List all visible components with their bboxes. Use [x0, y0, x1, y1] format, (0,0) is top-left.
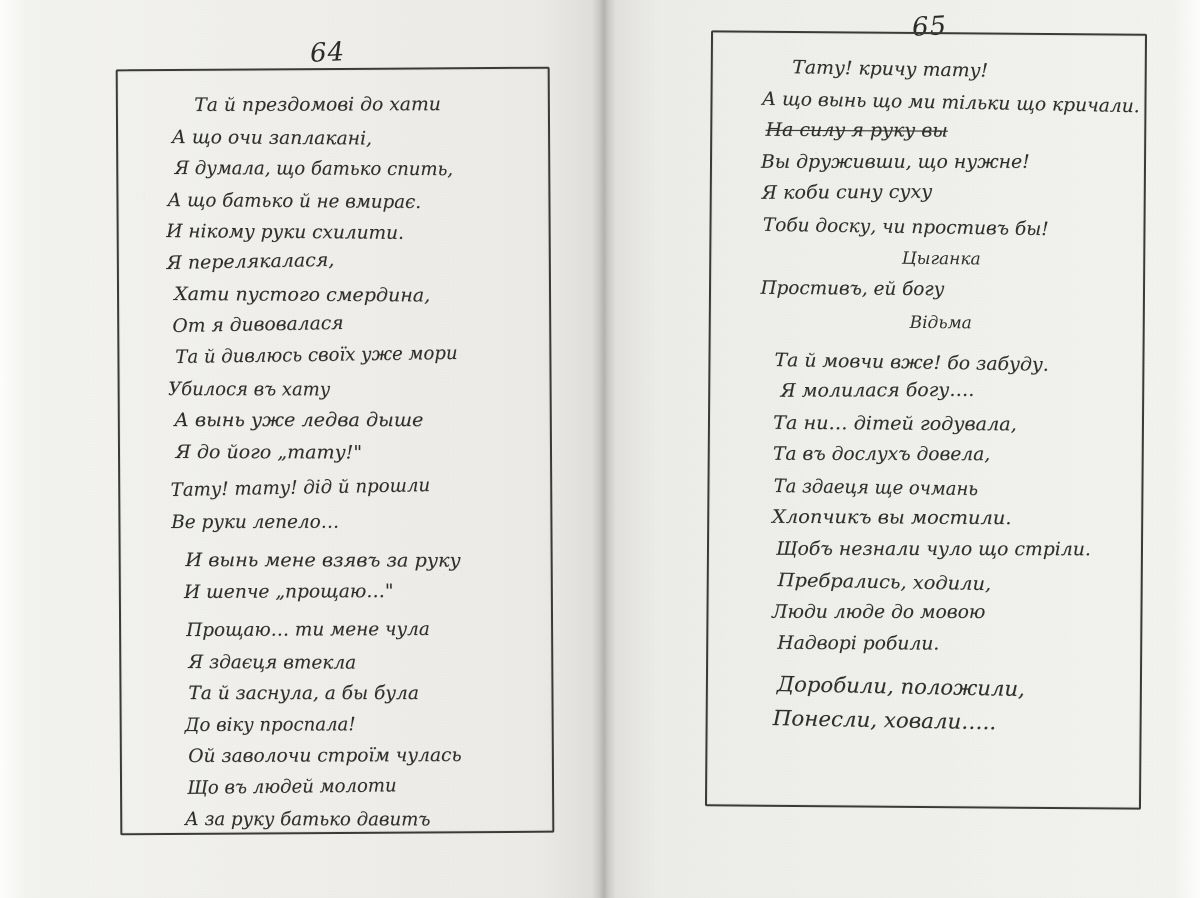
- text-frame-right: [705, 30, 1147, 809]
- manuscript-line: Люди люде до мовою: [771, 601, 986, 623]
- manuscript-line: И шепче „прощаю…": [183, 580, 394, 603]
- manuscript-line: Та здаеця ще очмань: [773, 475, 979, 500]
- manuscript-line: Надворі робили.: [777, 632, 940, 655]
- manuscript-line: Ве руки лепело…: [171, 511, 340, 533]
- manuscript-line: Понесли, ховали…..: [772, 705, 997, 734]
- manuscript-line: Та й дивлюсь своїх уже мори: [175, 342, 458, 368]
- manuscript-line: На силу я руку вы: [765, 119, 948, 142]
- folio-number-left: 64: [309, 37, 346, 69]
- page-edge-shadow-left: [0, 0, 26, 898]
- handwritten-text-block-left: [118, 69, 553, 834]
- manuscript-line: Прощаю… ти мене чула: [186, 618, 430, 641]
- manuscript-line: Я до його „тату!": [175, 441, 363, 463]
- manuscript-line: Та й заснула, а бы була: [188, 682, 419, 704]
- page-edge-shadow-right: [1174, 0, 1200, 898]
- manuscript-line: Та въ дослухъ довела,: [772, 443, 991, 466]
- manuscript-line: Я перелякалася,: [166, 249, 335, 274]
- manuscript-line: Я коби сину суху: [761, 181, 933, 204]
- manuscript-line: А вынь уже ледва дыше: [174, 409, 424, 431]
- manuscript-line: Я молилася богу….: [780, 379, 975, 402]
- manuscript-line: Я думала, що батько спить,: [174, 157, 454, 181]
- handwritten-text-block-right: [707, 32, 1145, 807]
- manuscript-line: А що батько й не вмирає.: [167, 189, 422, 213]
- manuscript-line: Я здаєця втекла: [188, 651, 357, 674]
- speaker-heading-vidma: Відьма: [909, 312, 972, 333]
- manuscript-line: Пребрались, ходили,: [777, 570, 992, 596]
- manuscript-line: От я дивовалася: [172, 312, 344, 337]
- manuscript-line: До віку проспала!: [184, 713, 356, 736]
- manuscript-line: А що вынь що ми тільки що кричали.: [761, 88, 1140, 117]
- manuscript-line: Та й прездомові до хати: [194, 94, 441, 116]
- folio-number-right: 65: [911, 11, 948, 43]
- manuscript-line: Що въ людей молоти: [187, 774, 397, 799]
- manuscript-line: И вынь мене взявъ за руку: [185, 550, 461, 572]
- manuscript-line: Хати пустого смердина,: [174, 283, 431, 307]
- manuscript-line: Та й мовчи вже! бо забуду.: [774, 349, 1049, 376]
- manuscript-line: А за руку батько давитъ: [184, 809, 431, 831]
- text-frame-left: [116, 67, 555, 836]
- manuscript-line: Вы друживши, що нужне!: [760, 151, 1030, 173]
- manuscript-line: Тоби доску, чи простивъ бы!: [762, 214, 1049, 240]
- manuscript-line: Доробили, положили,: [776, 671, 1026, 701]
- manuscript-line: Тату! кричу тату!: [792, 57, 989, 82]
- manuscript-line: И нікому руки схилити.: [166, 221, 404, 244]
- right-page: [600, 0, 1200, 898]
- manuscript-line: Щобъ незнали чуло що стріли.: [776, 538, 1091, 560]
- manuscript-line: Хлопчикъ вы мостили.: [771, 506, 1012, 530]
- manuscript-line: Ой заволочи строїм чулась: [188, 744, 462, 767]
- manuscript-line: Простивъ, ей богу: [760, 277, 945, 301]
- speaker-heading-cyganka: Цыганка: [901, 248, 981, 270]
- manuscript-line: Тату! тату! дід й прошли: [170, 475, 431, 502]
- manuscript-line: Убилося въ хату: [168, 378, 331, 400]
- manuscript-line: Та ни… дітей годувала,: [773, 412, 1017, 435]
- manuscript-line: А що очи заплакані,: [171, 126, 373, 149]
